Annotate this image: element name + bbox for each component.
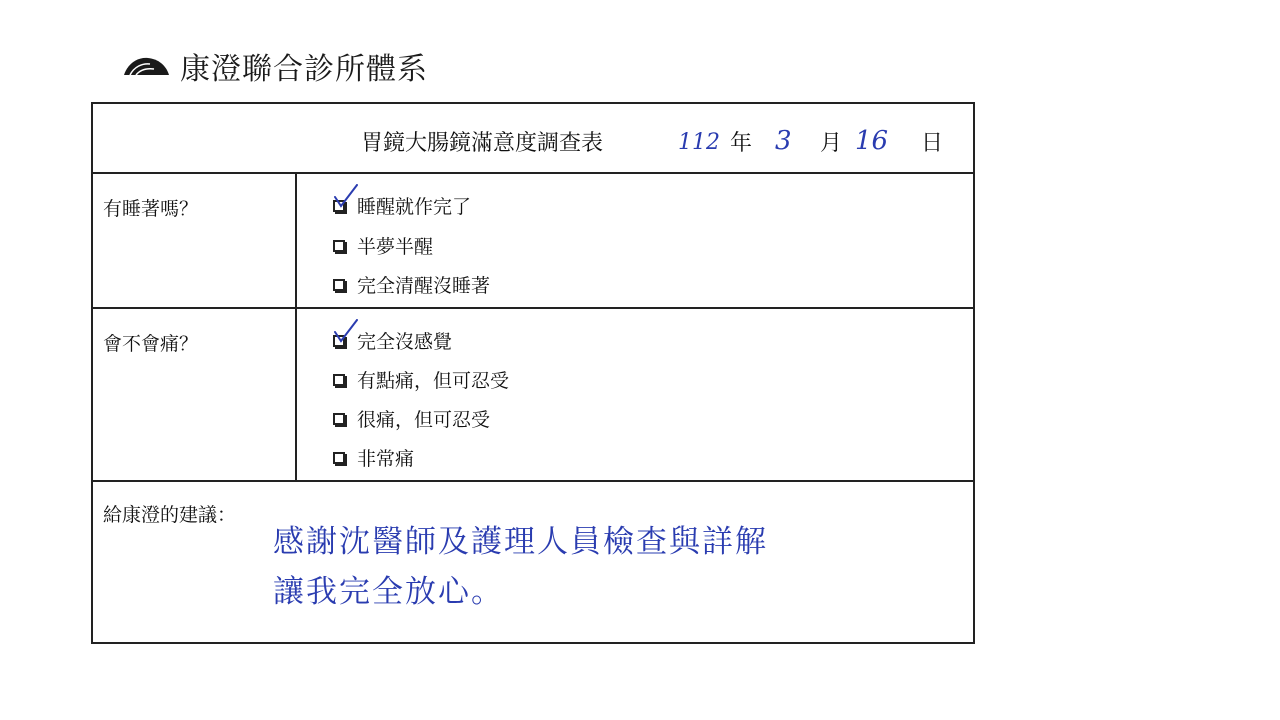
option-sleep-2[interactable] bbox=[333, 232, 433, 259]
question-sleep-label: 有睡著嗎？ bbox=[103, 198, 199, 220]
option-label: 完全沒感覺 bbox=[357, 331, 453, 353]
clinic-logo bbox=[122, 44, 428, 88]
option-label: 睡醒就作完了 bbox=[357, 196, 472, 218]
suggestion-handwriting-line-2: 讓我完全放心。 bbox=[273, 574, 504, 610]
survey-form bbox=[91, 102, 975, 644]
clinic-name: 康澄聯合診所體系 bbox=[180, 52, 428, 87]
question-pain-row bbox=[93, 309, 973, 482]
checkbox[interactable] bbox=[333, 335, 345, 347]
date-day: 16 bbox=[855, 126, 889, 156]
checkbox[interactable] bbox=[333, 240, 345, 252]
date-month-unit: 月 bbox=[820, 131, 843, 156]
option-label: 有點痛，但可忍受 bbox=[357, 370, 510, 392]
date-year: 112 bbox=[678, 130, 720, 155]
suggestion-section bbox=[93, 480, 973, 642]
option-label: 非常痛 bbox=[357, 448, 415, 470]
clinic-logo-icon bbox=[122, 55, 170, 77]
suggestion-handwriting-line-1: 感謝沈醫師及護理人員檢查與詳解 bbox=[273, 524, 768, 560]
form-title: 胃鏡大腸鏡滿意度調查表 bbox=[361, 131, 604, 156]
option-pain-1[interactable] bbox=[333, 327, 452, 354]
checkbox[interactable] bbox=[333, 279, 345, 291]
question-pain-label: 會不會痛？ bbox=[103, 333, 199, 355]
checkmark-icon bbox=[332, 319, 358, 345]
question-sleep-row bbox=[93, 174, 973, 309]
suggestion-label: 給康澄的建議： bbox=[103, 504, 237, 526]
checkbox[interactable] bbox=[333, 413, 345, 425]
checkbox[interactable] bbox=[333, 452, 345, 464]
checkbox[interactable] bbox=[333, 374, 345, 386]
date-day-unit: 日 bbox=[921, 131, 944, 156]
row-divider bbox=[295, 309, 297, 480]
date-year-unit: 年 bbox=[730, 131, 753, 156]
checkmark-icon bbox=[332, 184, 358, 210]
option-pain-4[interactable] bbox=[333, 444, 414, 471]
checkbox[interactable] bbox=[333, 200, 345, 212]
option-label: 很痛，但可忍受 bbox=[357, 409, 491, 431]
option-pain-2[interactable] bbox=[333, 366, 509, 393]
date-month: 3 bbox=[775, 126, 792, 156]
option-pain-3[interactable] bbox=[333, 405, 490, 432]
option-sleep-3[interactable] bbox=[333, 271, 490, 298]
row-divider bbox=[295, 174, 297, 307]
option-label: 半夢半醒 bbox=[357, 236, 434, 258]
form-title-row bbox=[93, 104, 973, 174]
option-sleep-1[interactable] bbox=[333, 192, 471, 219]
option-label: 完全清醒沒睡著 bbox=[357, 275, 491, 297]
